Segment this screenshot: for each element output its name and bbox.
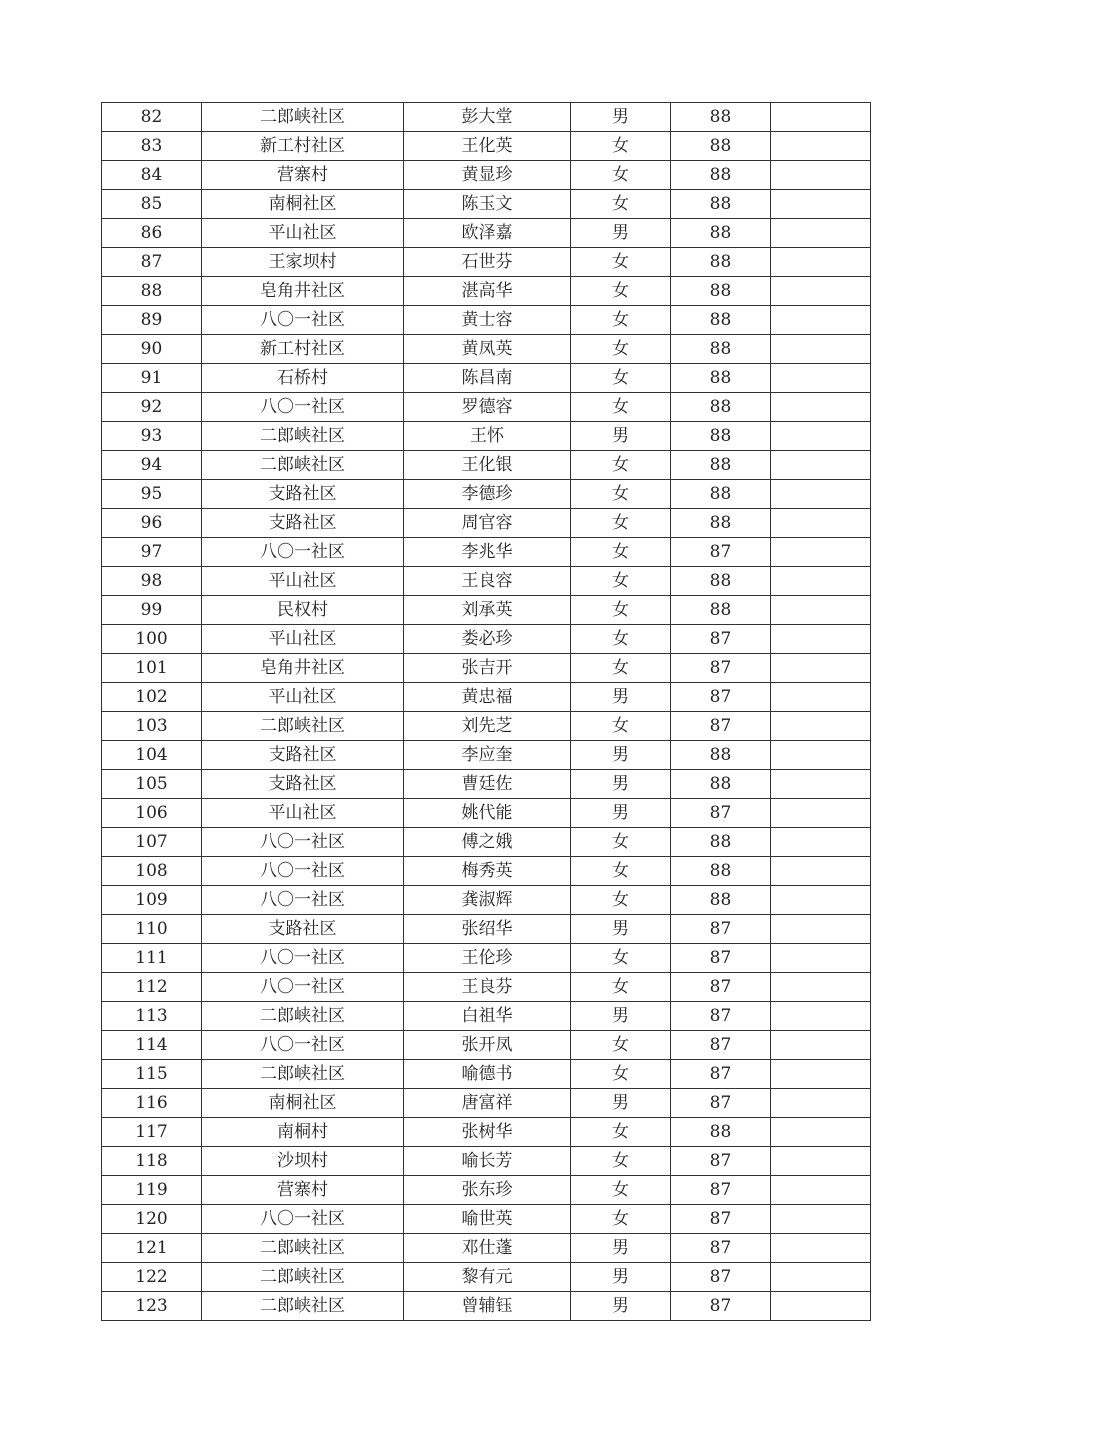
remarks-cell xyxy=(771,1118,871,1147)
age-cell: 87 xyxy=(671,1147,771,1176)
gender-cell: 女 xyxy=(571,596,671,625)
community-cell: 新工村社区 xyxy=(202,132,404,161)
gender-cell: 女 xyxy=(571,712,671,741)
table-row xyxy=(102,741,871,770)
person-name-cell: 黄凤英 xyxy=(404,335,571,364)
community-cell: 民权村 xyxy=(202,596,404,625)
roster-table xyxy=(101,102,871,1321)
remarks-cell xyxy=(771,596,871,625)
age-cell: 87 xyxy=(671,1205,771,1234)
row-number-cell: 114 xyxy=(102,1031,202,1060)
remarks-cell xyxy=(771,1002,871,1031)
row-number-cell: 84 xyxy=(102,161,202,190)
community-cell: 石桥村 xyxy=(202,364,404,393)
table-row xyxy=(102,393,871,422)
table-row xyxy=(102,1176,871,1205)
person-name-cell: 张东珍 xyxy=(404,1176,571,1205)
row-number-cell: 109 xyxy=(102,886,202,915)
person-name-cell: 李应奎 xyxy=(404,741,571,770)
table-row xyxy=(102,190,871,219)
row-number-cell: 96 xyxy=(102,509,202,538)
gender-cell: 女 xyxy=(571,1176,671,1205)
table-row xyxy=(102,219,871,248)
gender-cell: 男 xyxy=(571,422,671,451)
gender-cell: 女 xyxy=(571,654,671,683)
gender-cell: 女 xyxy=(571,567,671,596)
person-name-cell: 李德珍 xyxy=(404,480,571,509)
age-cell: 87 xyxy=(671,1031,771,1060)
table-row xyxy=(102,538,871,567)
row-number-cell: 98 xyxy=(102,567,202,596)
table-row xyxy=(102,625,871,654)
community-cell: 平山社区 xyxy=(202,683,404,712)
gender-cell: 男 xyxy=(571,683,671,712)
remarks-cell xyxy=(771,1089,871,1118)
row-number-cell: 121 xyxy=(102,1234,202,1263)
remarks-cell xyxy=(771,422,871,451)
person-name-cell: 黄士容 xyxy=(404,306,571,335)
remarks-cell xyxy=(771,393,871,422)
age-cell: 88 xyxy=(671,770,771,799)
person-name-cell: 张树华 xyxy=(404,1118,571,1147)
remarks-cell xyxy=(771,1176,871,1205)
gender-cell: 男 xyxy=(571,1292,671,1321)
row-number-cell: 107 xyxy=(102,828,202,857)
age-cell: 87 xyxy=(671,625,771,654)
age-cell: 88 xyxy=(671,886,771,915)
person-name-cell: 娄必珍 xyxy=(404,625,571,654)
person-name-cell: 王良容 xyxy=(404,567,571,596)
table-row xyxy=(102,886,871,915)
row-number-cell: 86 xyxy=(102,219,202,248)
gender-cell: 女 xyxy=(571,857,671,886)
person-name-cell: 曹廷佐 xyxy=(404,770,571,799)
community-cell: 八〇一社区 xyxy=(202,1031,404,1060)
row-number-cell: 97 xyxy=(102,538,202,567)
community-cell: 二郎峡社区 xyxy=(202,1060,404,1089)
remarks-cell xyxy=(771,1205,871,1234)
remarks-cell xyxy=(771,451,871,480)
table-row xyxy=(102,770,871,799)
community-cell: 支路社区 xyxy=(202,741,404,770)
table-row xyxy=(102,1263,871,1292)
table-row xyxy=(102,1060,871,1089)
remarks-cell xyxy=(771,654,871,683)
age-cell: 88 xyxy=(671,161,771,190)
age-cell: 87 xyxy=(671,1060,771,1089)
row-number-cell: 118 xyxy=(102,1147,202,1176)
community-cell: 二郎峡社区 xyxy=(202,103,404,132)
table-row xyxy=(102,1002,871,1031)
community-cell: 八〇一社区 xyxy=(202,973,404,1002)
row-number-cell: 104 xyxy=(102,741,202,770)
row-number-cell: 88 xyxy=(102,277,202,306)
age-cell: 88 xyxy=(671,567,771,596)
table-row xyxy=(102,1292,871,1321)
person-name-cell: 邓仕蓬 xyxy=(404,1234,571,1263)
community-cell: 二郎峡社区 xyxy=(202,1292,404,1321)
community-cell: 八〇一社区 xyxy=(202,944,404,973)
community-cell: 八〇一社区 xyxy=(202,538,404,567)
gender-cell: 男 xyxy=(571,770,671,799)
table-row xyxy=(102,509,871,538)
community-cell: 沙坝村 xyxy=(202,1147,404,1176)
gender-cell: 女 xyxy=(571,306,671,335)
person-name-cell: 罗德容 xyxy=(404,393,571,422)
age-cell: 87 xyxy=(671,1292,771,1321)
row-number-cell: 95 xyxy=(102,480,202,509)
community-cell: 八〇一社区 xyxy=(202,828,404,857)
community-cell: 八〇一社区 xyxy=(202,886,404,915)
person-name-cell: 彭大堂 xyxy=(404,103,571,132)
gender-cell: 男 xyxy=(571,1263,671,1292)
community-cell: 南桐社区 xyxy=(202,190,404,219)
row-number-cell: 101 xyxy=(102,654,202,683)
age-cell: 88 xyxy=(671,1118,771,1147)
age-cell: 88 xyxy=(671,306,771,335)
table-row xyxy=(102,277,871,306)
remarks-cell xyxy=(771,509,871,538)
community-cell: 平山社区 xyxy=(202,625,404,654)
person-name-cell: 石世芬 xyxy=(404,248,571,277)
community-cell: 二郎峡社区 xyxy=(202,422,404,451)
person-name-cell: 喻世英 xyxy=(404,1205,571,1234)
person-name-cell: 喻德书 xyxy=(404,1060,571,1089)
age-cell: 88 xyxy=(671,277,771,306)
gender-cell: 女 xyxy=(571,480,671,509)
remarks-cell xyxy=(771,161,871,190)
gender-cell: 女 xyxy=(571,451,671,480)
remarks-cell xyxy=(771,248,871,277)
community-cell: 营寨村 xyxy=(202,1176,404,1205)
row-number-cell: 112 xyxy=(102,973,202,1002)
remarks-cell xyxy=(771,1060,871,1089)
community-cell: 二郎峡社区 xyxy=(202,712,404,741)
row-number-cell: 102 xyxy=(102,683,202,712)
table-row xyxy=(102,480,871,509)
community-cell: 皂角井社区 xyxy=(202,277,404,306)
table-row xyxy=(102,1205,871,1234)
age-cell: 88 xyxy=(671,596,771,625)
person-name-cell: 湛高华 xyxy=(404,277,571,306)
gender-cell: 女 xyxy=(571,828,671,857)
table-row xyxy=(102,1089,871,1118)
remarks-cell xyxy=(771,306,871,335)
table-row xyxy=(102,596,871,625)
table-row xyxy=(102,857,871,886)
row-number-cell: 93 xyxy=(102,422,202,451)
person-name-cell: 张开凤 xyxy=(404,1031,571,1060)
table-row xyxy=(102,1118,871,1147)
gender-cell: 女 xyxy=(571,1031,671,1060)
person-name-cell: 唐富祥 xyxy=(404,1089,571,1118)
age-cell: 88 xyxy=(671,190,771,219)
community-cell: 支路社区 xyxy=(202,480,404,509)
remarks-cell xyxy=(771,857,871,886)
gender-cell: 男 xyxy=(571,915,671,944)
age-cell: 88 xyxy=(671,509,771,538)
person-name-cell: 曾辅钰 xyxy=(404,1292,571,1321)
community-cell: 二郎峡社区 xyxy=(202,1002,404,1031)
person-name-cell: 王怀 xyxy=(404,422,571,451)
row-number-cell: 116 xyxy=(102,1089,202,1118)
person-name-cell: 李兆华 xyxy=(404,538,571,567)
table-row xyxy=(102,828,871,857)
remarks-cell xyxy=(771,799,871,828)
community-cell: 新工村社区 xyxy=(202,335,404,364)
age-cell: 87 xyxy=(671,683,771,712)
gender-cell: 女 xyxy=(571,190,671,219)
row-number-cell: 103 xyxy=(102,712,202,741)
row-number-cell: 106 xyxy=(102,799,202,828)
age-cell: 87 xyxy=(671,944,771,973)
row-number-cell: 120 xyxy=(102,1205,202,1234)
remarks-cell xyxy=(771,277,871,306)
person-name-cell: 喻长芳 xyxy=(404,1147,571,1176)
age-cell: 87 xyxy=(671,654,771,683)
person-name-cell: 周官容 xyxy=(404,509,571,538)
remarks-cell xyxy=(771,1234,871,1263)
row-number-cell: 113 xyxy=(102,1002,202,1031)
remarks-cell xyxy=(771,712,871,741)
table-row xyxy=(102,1031,871,1060)
community-cell: 二郎峡社区 xyxy=(202,1263,404,1292)
age-cell: 87 xyxy=(671,1263,771,1292)
age-cell: 88 xyxy=(671,103,771,132)
person-name-cell: 王良芬 xyxy=(404,973,571,1002)
age-cell: 88 xyxy=(671,132,771,161)
community-cell: 平山社区 xyxy=(202,799,404,828)
row-number-cell: 122 xyxy=(102,1263,202,1292)
row-number-cell: 111 xyxy=(102,944,202,973)
age-cell: 88 xyxy=(671,364,771,393)
row-number-cell: 105 xyxy=(102,770,202,799)
row-number-cell: 82 xyxy=(102,103,202,132)
table-row xyxy=(102,683,871,712)
age-cell: 88 xyxy=(671,828,771,857)
age-cell: 88 xyxy=(671,335,771,364)
gender-cell: 女 xyxy=(571,1118,671,1147)
remarks-cell xyxy=(771,886,871,915)
remarks-cell xyxy=(771,1263,871,1292)
community-cell: 八〇一社区 xyxy=(202,857,404,886)
person-name-cell: 陈昌南 xyxy=(404,364,571,393)
table-row xyxy=(102,654,871,683)
remarks-cell xyxy=(771,973,871,1002)
table-row xyxy=(102,1234,871,1263)
person-name-cell: 黎有元 xyxy=(404,1263,571,1292)
row-number-cell: 87 xyxy=(102,248,202,277)
gender-cell: 女 xyxy=(571,335,671,364)
remarks-cell xyxy=(771,1031,871,1060)
table-row xyxy=(102,161,871,190)
person-name-cell: 姚代能 xyxy=(404,799,571,828)
person-name-cell: 欧泽嘉 xyxy=(404,219,571,248)
table-row xyxy=(102,915,871,944)
age-cell: 87 xyxy=(671,1234,771,1263)
person-name-cell: 张绍华 xyxy=(404,915,571,944)
row-number-cell: 119 xyxy=(102,1176,202,1205)
row-number-cell: 117 xyxy=(102,1118,202,1147)
gender-cell: 女 xyxy=(571,248,671,277)
gender-cell: 男 xyxy=(571,1002,671,1031)
gender-cell: 男 xyxy=(571,741,671,770)
gender-cell: 男 xyxy=(571,103,671,132)
age-cell: 88 xyxy=(671,741,771,770)
gender-cell: 女 xyxy=(571,973,671,1002)
remarks-cell xyxy=(771,335,871,364)
table-row xyxy=(102,248,871,277)
age-cell: 87 xyxy=(671,915,771,944)
community-cell: 平山社区 xyxy=(202,567,404,596)
table-row xyxy=(102,944,871,973)
row-number-cell: 90 xyxy=(102,335,202,364)
row-number-cell: 89 xyxy=(102,306,202,335)
table-row xyxy=(102,973,871,1002)
row-number-cell: 85 xyxy=(102,190,202,219)
gender-cell: 女 xyxy=(571,625,671,654)
row-number-cell: 123 xyxy=(102,1292,202,1321)
remarks-cell xyxy=(771,219,871,248)
row-number-cell: 91 xyxy=(102,364,202,393)
person-name-cell: 黄忠福 xyxy=(404,683,571,712)
row-number-cell: 100 xyxy=(102,625,202,654)
community-cell: 八〇一社区 xyxy=(202,306,404,335)
table-row xyxy=(102,451,871,480)
community-cell: 南桐社区 xyxy=(202,1089,404,1118)
remarks-cell xyxy=(771,103,871,132)
remarks-cell xyxy=(771,915,871,944)
row-number-cell: 110 xyxy=(102,915,202,944)
gender-cell: 男 xyxy=(571,1234,671,1263)
age-cell: 88 xyxy=(671,422,771,451)
remarks-cell xyxy=(771,480,871,509)
age-cell: 87 xyxy=(671,538,771,567)
table-row xyxy=(102,132,871,161)
age-cell: 88 xyxy=(671,393,771,422)
remarks-cell xyxy=(771,770,871,799)
age-cell: 87 xyxy=(671,1176,771,1205)
row-number-cell: 92 xyxy=(102,393,202,422)
gender-cell: 男 xyxy=(571,219,671,248)
community-cell: 营寨村 xyxy=(202,161,404,190)
gender-cell: 女 xyxy=(571,277,671,306)
remarks-cell xyxy=(771,741,871,770)
gender-cell: 女 xyxy=(571,509,671,538)
community-cell: 八〇一社区 xyxy=(202,393,404,422)
table-row xyxy=(102,306,871,335)
community-cell: 南桐村 xyxy=(202,1118,404,1147)
community-cell: 二郎峡社区 xyxy=(202,451,404,480)
remarks-cell xyxy=(771,944,871,973)
roster-table-body xyxy=(102,103,871,1321)
table-row xyxy=(102,422,871,451)
person-name-cell: 黄显珍 xyxy=(404,161,571,190)
age-cell: 87 xyxy=(671,712,771,741)
gender-cell: 女 xyxy=(571,1060,671,1089)
gender-cell: 男 xyxy=(571,799,671,828)
community-cell: 皂角井社区 xyxy=(202,654,404,683)
community-cell: 支路社区 xyxy=(202,509,404,538)
age-cell: 87 xyxy=(671,1089,771,1118)
person-name-cell: 梅秀英 xyxy=(404,857,571,886)
table-row xyxy=(102,335,871,364)
person-name-cell: 白祖华 xyxy=(404,1002,571,1031)
row-number-cell: 115 xyxy=(102,1060,202,1089)
person-name-cell: 龚淑辉 xyxy=(404,886,571,915)
person-name-cell: 傅之娥 xyxy=(404,828,571,857)
age-cell: 88 xyxy=(671,248,771,277)
remarks-cell xyxy=(771,625,871,654)
person-name-cell: 刘承英 xyxy=(404,596,571,625)
gender-cell: 女 xyxy=(571,364,671,393)
gender-cell: 女 xyxy=(571,1147,671,1176)
community-cell: 平山社区 xyxy=(202,219,404,248)
age-cell: 87 xyxy=(671,1002,771,1031)
age-cell: 88 xyxy=(671,219,771,248)
row-number-cell: 83 xyxy=(102,132,202,161)
gender-cell: 女 xyxy=(571,393,671,422)
person-name-cell: 刘先芝 xyxy=(404,712,571,741)
row-number-cell: 108 xyxy=(102,857,202,886)
age-cell: 87 xyxy=(671,799,771,828)
remarks-cell xyxy=(771,683,871,712)
gender-cell: 女 xyxy=(571,886,671,915)
remarks-cell xyxy=(771,567,871,596)
remarks-cell xyxy=(771,1292,871,1321)
age-cell: 87 xyxy=(671,973,771,1002)
row-number-cell: 94 xyxy=(102,451,202,480)
table-row xyxy=(102,1147,871,1176)
remarks-cell xyxy=(771,190,871,219)
community-cell: 八〇一社区 xyxy=(202,1205,404,1234)
person-name-cell: 王化银 xyxy=(404,451,571,480)
person-name-cell: 王化英 xyxy=(404,132,571,161)
person-name-cell: 陈玉文 xyxy=(404,190,571,219)
age-cell: 88 xyxy=(671,451,771,480)
remarks-cell xyxy=(771,132,871,161)
table-row xyxy=(102,799,871,828)
table-row xyxy=(102,103,871,132)
gender-cell: 女 xyxy=(571,1205,671,1234)
table-row xyxy=(102,712,871,741)
table-row xyxy=(102,567,871,596)
remarks-cell xyxy=(771,538,871,567)
gender-cell: 女 xyxy=(571,538,671,567)
gender-cell: 女 xyxy=(571,944,671,973)
gender-cell: 女 xyxy=(571,132,671,161)
community-cell: 支路社区 xyxy=(202,915,404,944)
remarks-cell xyxy=(771,1147,871,1176)
age-cell: 88 xyxy=(671,480,771,509)
gender-cell: 男 xyxy=(571,1089,671,1118)
remarks-cell xyxy=(771,364,871,393)
table-row xyxy=(102,364,871,393)
age-cell: 88 xyxy=(671,857,771,886)
community-cell: 支路社区 xyxy=(202,770,404,799)
gender-cell: 女 xyxy=(571,161,671,190)
row-number-cell: 99 xyxy=(102,596,202,625)
remarks-cell xyxy=(771,828,871,857)
person-name-cell: 张吉开 xyxy=(404,654,571,683)
community-cell: 王家坝村 xyxy=(202,248,404,277)
person-name-cell: 王伦珍 xyxy=(404,944,571,973)
community-cell: 二郎峡社区 xyxy=(202,1234,404,1263)
